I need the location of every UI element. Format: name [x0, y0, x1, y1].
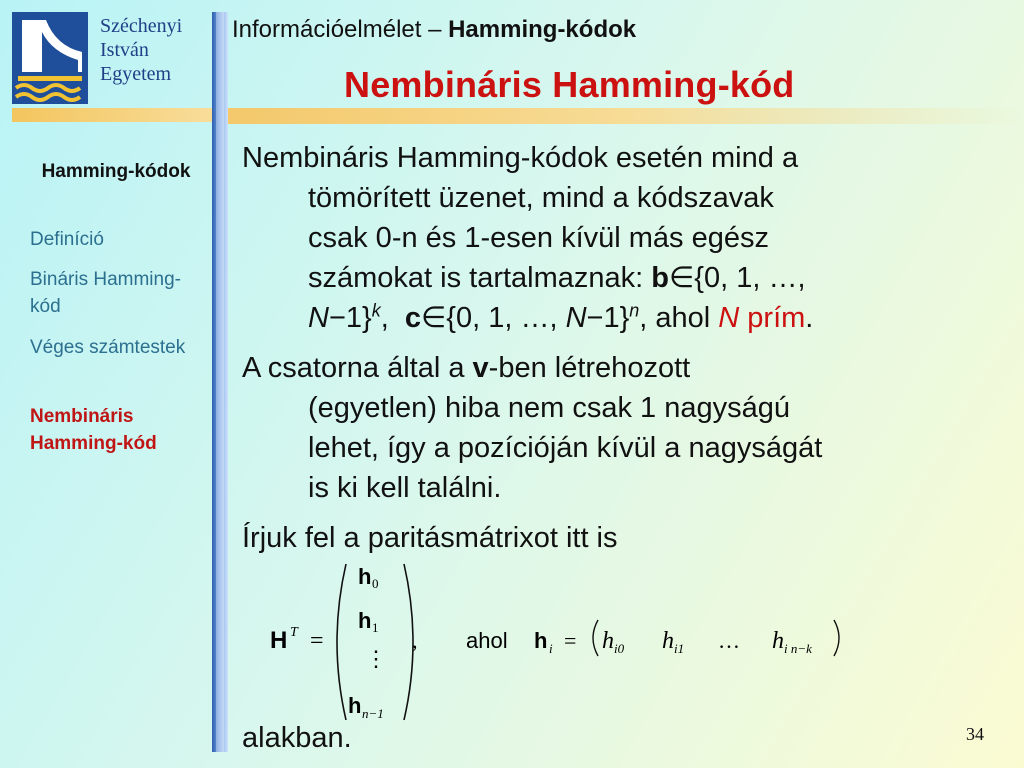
- prime-word: prím: [739, 302, 806, 334]
- row-right-paren: [834, 620, 839, 656]
- formula-H-sup: T: [290, 625, 298, 640]
- nav-item-hamming-kodok[interactable]: Hamming-kódok: [41, 161, 191, 182]
- course-title: [232, 16, 636, 44]
- nav-item-definicio[interactable]: Definíció: [30, 229, 104, 250]
- symbol-v: v: [472, 352, 489, 384]
- symbol-c: c: [404, 302, 422, 334]
- paragraph-parity-matrix: Írjuk fel a paritásmátrixot itt is: [242, 522, 618, 554]
- left-header-band: [12, 108, 212, 122]
- p1-line3: csak 0-n és 1-esen kívül más egész: [308, 222, 769, 254]
- paragraph-error: [242, 348, 1002, 508]
- p1-line4-text: számokat is tartalmaznak:: [308, 262, 652, 294]
- matrix-h0-sub: 0: [372, 576, 379, 591]
- parity-matrix-formula: [262, 556, 882, 728]
- matrix-hn: h: [348, 693, 362, 718]
- university-name: [100, 14, 182, 86]
- formula-equals: =: [310, 628, 324, 654]
- p2-line3: lehet, így a pozícióján kívül a nagyságát: [308, 432, 823, 464]
- symbol-b: b: [651, 262, 670, 294]
- formula-comma: ,: [412, 628, 418, 653]
- p1-line5-set: ∈{0, 1, …,: [421, 302, 566, 334]
- university-logo: [12, 12, 88, 104]
- p2-line1: [242, 352, 690, 384]
- nav-item-binaris-hamming-kod[interactable]: Bináris Hamming-kód: [30, 269, 181, 317]
- p1-period: .: [805, 302, 814, 334]
- exponent-n: n: [629, 300, 640, 321]
- matrix-vdots: ⋮: [365, 646, 387, 671]
- exponent-k: k: [371, 300, 381, 321]
- university-name-line3: Egyetem: [100, 63, 172, 85]
- nav-item-veges-szamtestek[interactable]: Véges számtestek: [30, 337, 186, 358]
- row-dots: …: [718, 628, 740, 653]
- formula-hi-sub: i: [549, 641, 553, 656]
- vertical-divider-highlight: [216, 12, 224, 752]
- matrix-hn-sub: n−1: [362, 706, 384, 721]
- slide-title: Nembináris Hamming-kód: [344, 64, 795, 105]
- symbol-N-2: N: [565, 302, 587, 334]
- paragraph-form: alakban.: [242, 722, 352, 754]
- university-name-line2: István: [100, 39, 149, 61]
- row-h-in-sub: i n−k: [784, 641, 812, 656]
- course-topic: Hamming-kódok: [448, 16, 637, 43]
- p1-line4: [242, 258, 1002, 298]
- p1-line5-sep: ,: [380, 302, 405, 334]
- formula-H: H: [270, 627, 288, 654]
- formula-hi: h: [534, 628, 548, 653]
- paragraph-definition: [242, 138, 1002, 338]
- row-h-i1-sub: i1: [674, 641, 685, 656]
- p1-line2: tömörített üzenet, mind a kódszavak: [308, 182, 774, 214]
- p1-line5: [242, 298, 1002, 338]
- nav-item-nembinaris-hamming-kod[interactable]: Nembináris Hamming-kód: [30, 406, 157, 454]
- row-left-paren: [593, 620, 598, 656]
- matrix-left-paren: [337, 564, 346, 720]
- p2-line1-rest: -ben létrehozott: [488, 352, 691, 384]
- matrix-h1: h: [358, 608, 372, 633]
- p1-line4-set: ∈{0, 1, …,: [669, 262, 806, 294]
- p1-line5-ahol: , ahol: [639, 302, 719, 334]
- p2-line4: is ki kell találni.: [308, 472, 502, 504]
- symbol-N-prime: N: [718, 302, 740, 334]
- formula-ahol: ahol: [466, 628, 508, 653]
- row-h-in: h: [772, 628, 784, 654]
- university-name-line1: Széchenyi: [100, 15, 183, 37]
- p1-line1: Nembináris Hamming-kódok esetén mind a: [242, 142, 799, 174]
- row-h-i1: h: [662, 628, 674, 654]
- matrix-h0: h: [358, 564, 372, 589]
- matrix-h1-sub: 1: [372, 620, 379, 635]
- p1-line5-set-end-2: −1}: [586, 302, 630, 334]
- symbol-N: N: [308, 302, 329, 334]
- row-h-i0-sub: i0: [614, 641, 625, 656]
- formula-equals-2: =: [564, 628, 577, 653]
- course-prefix: Információelmélet –: [232, 16, 449, 43]
- page-number: 34: [966, 724, 984, 744]
- p1-line5-set-end: −1}: [328, 302, 372, 334]
- top-header-band: [228, 108, 1024, 124]
- p2-line1-text: A csatorna által a: [242, 352, 473, 384]
- row-h-i0: h: [602, 628, 614, 654]
- p2-line2: (egyetlen) hiba nem csak 1 nagyságú: [308, 392, 791, 424]
